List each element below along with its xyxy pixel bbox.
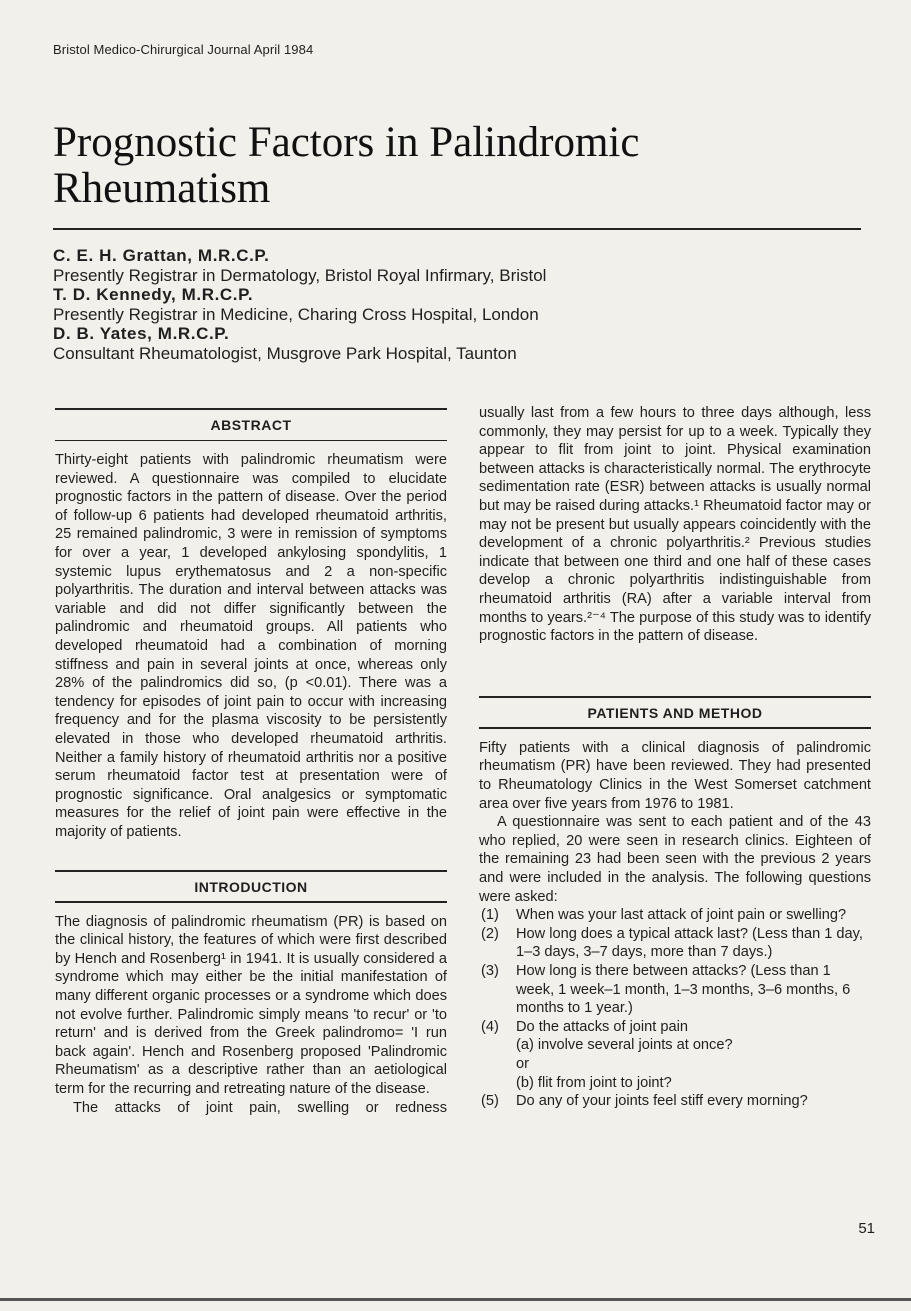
author-name: D. B. Yates, M.R.C.P.	[53, 324, 230, 344]
author-name: T. D. Kennedy, M.R.C.P.	[53, 285, 254, 305]
author-block	[53, 246, 873, 364]
introduction-heading-block	[55, 870, 447, 903]
abstract-text: Thirty-eight patients with palindromic rheumatism were reviewed. A questionnaire was compiled to elucidate prognostic factors in the pattern of disease. Over the period of follow-up 6 patients had developed rheumatoid arthritis, 25 remained palindromic, 3 were in remission of symptoms for over a year, 1 developed ankylosing spondylitis, 1 systemic lupus erythematosus and 2 a non-specific polyarthritis. The duration and interval between attacks was variable and did not differ significantly between the palindromic and rheumatoid groups. All patients who developed rheumatoid had a combination of morning stiffness and pain in several joints at once, whereas only 28% of the palindromics did so, (p <0.01). There was a tendency for episodes of joint pain to occur with increasing frequency and for the plasma viscosity to be persistently elevated in those who developed rheumatoid arthritis. Neither a family history of rheumatoid arthritis nor a positive serum rheumatoid factor test at presentation were of prognostic significance. Oral analgesics or symptomatic measures for the relief of joint pain were effective in the majority of patients.	[55, 452, 447, 840]
author-affiliation: Presently Registrar in Medicine, Charing Cross Hospital, London	[53, 304, 539, 324]
author-affiliation: Consultant Rheumatologist, Musgrove Park Hospital, Taunton	[53, 343, 517, 363]
author-affiliation: Presently Registrar in Dermatology, Bristol Royal Infirmary, Bristol	[53, 265, 547, 285]
abstract-heading-block	[55, 408, 447, 441]
patients-method-heading-block	[479, 696, 871, 729]
list-item: (3) How long is there between attacks? (Less than 1 week, 1 week–1 month, 1–3 months, 3–6 months, 6 months to 1 year.)	[481, 962, 851, 1017]
sub-options: (a) involve several joints at once? or (b) flit from joint to joint?	[516, 1037, 733, 1091]
list-item: (2) How long does a typical attack last? (Less than 1 day, 1–3 days, 3–7 days, more than 7 days.)	[481, 925, 863, 961]
questionnaire-list	[479, 906, 871, 1111]
introduction-continuation: usually last from a few hours to three days although, less commonly, they may persist for up to a week. Typically they appear to flit from joint to joint. Physical examination between attacks is characteristically normal. The erythrocyte sedimentation rate (ESR) between attacks is usually normal but may be raised during attacks.¹ Rheumatoid factor may or may not be present but usually appears coincidently with the development of a chronic polyarthritis.² Previous studies indicate that between one third and one half of these cases develop a chronic polyarthritis indistinguishable from rheumatoid arthritis (RA) after a variable interval from months to years.²⁻⁴ The purpose of this study was to identify prognostic factors in the pattern of disease.	[479, 405, 871, 645]
journal-citation: Bristol Medico-Chirurgical Journal April 1984	[53, 42, 314, 57]
list-item: (1) When was your last attack of joint pain or swelling?	[481, 907, 847, 924]
patients-method-paragraph: A questionnaire was sent to each patient and of the 43 who replied, 20 were seen in research clinics. Eighteen of the remaining 23 had been seen with the previous 2 years and were included in the analysis. The following questions were asked:	[479, 814, 871, 905]
list-item: (4) Do the attacks of joint pain (a) involve several joints at once? or (b) flit from joint to joint?	[479, 1018, 871, 1092]
title-line-2: Rheumatism	[53, 165, 271, 212]
right-column	[479, 404, 871, 1111]
introduction-heading: INTRODUCTION	[194, 878, 308, 895]
left-column	[55, 408, 447, 1117]
page-number: 51	[858, 1220, 875, 1237]
author-name: C. E. H. Grattan, M.R.C.P.	[53, 246, 270, 265]
patients-method-heading: PATIENTS AND METHOD	[587, 704, 763, 721]
introduction-paragraph: The diagnosis of palindromic rheumatism (PR) is based on the clinical history, the features of which were first described by Hench and Rosenberg¹ in 1941. It is usually considered a syndrome which may either be the initial manifestation of many different organic processes or a syndrome which does not evolve further. Palindromic simply means 'to recur' or 'to return' and is derived from the Greek palindromo= 'I run back again'. Hench and Rosenberg proposed 'Palindromic Rheumatism' as a descriptive rather than an aetiological term for the recurring and retreating nature of the disease.	[55, 913, 447, 1097]
title-divider	[53, 228, 861, 230]
title-line-1: Prognostic Factors in Palindromic	[53, 119, 640, 166]
patients-method-paragraph: Fifty patients with a clinical diagnosis of palindromic rheumatism (PR) have been reviewed. They had presented to Rheumatology Clinics in the West Somerset catchment area over five years from 1976 to 1981.	[479, 739, 871, 812]
introduction-paragraph-continued: The attacks of joint pain, swelling or redness	[73, 1099, 447, 1116]
list-item: (5) Do any of your joints feel stiff every morning?	[481, 1093, 808, 1110]
scan-edge	[0, 1298, 911, 1301]
article-title	[53, 120, 873, 212]
abstract-heading: ABSTRACT	[210, 417, 292, 433]
